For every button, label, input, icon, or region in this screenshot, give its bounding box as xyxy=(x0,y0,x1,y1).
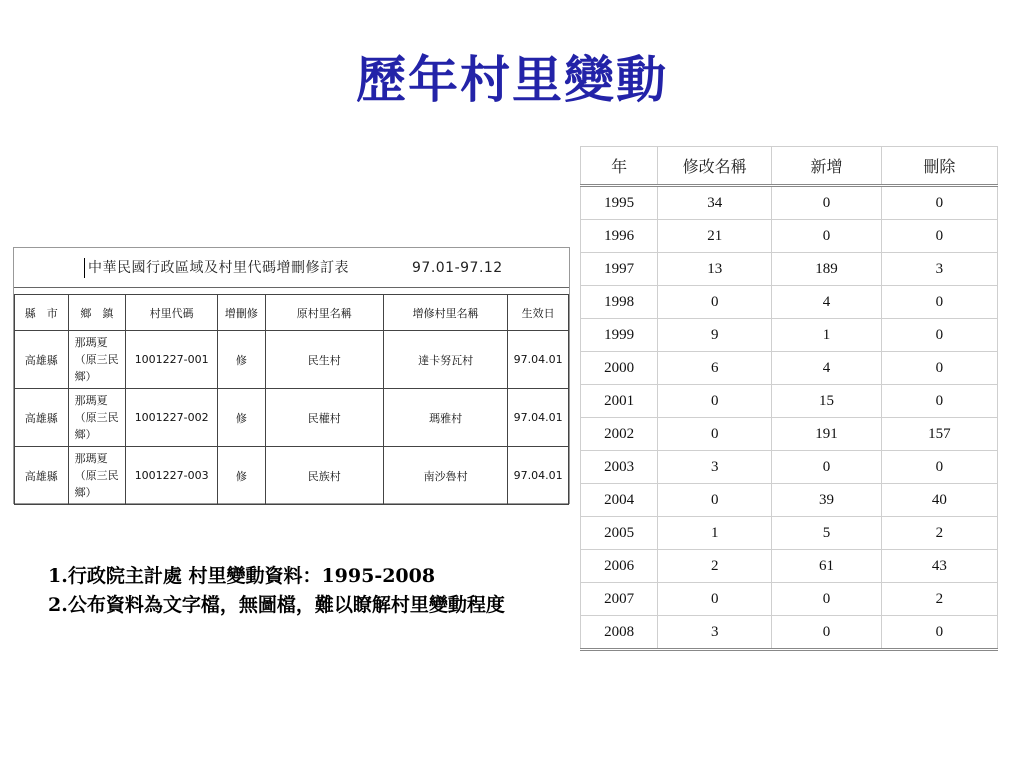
amendment-table-caption xyxy=(14,248,569,288)
yearly-table-body xyxy=(581,186,998,650)
header-date: 生效日 xyxy=(508,295,569,331)
table-row xyxy=(581,517,998,550)
deleted-count-cell: 2 xyxy=(881,517,997,550)
action-cell: 修 xyxy=(218,331,266,389)
header-year: 年 xyxy=(581,147,658,186)
year-cell: 2006 xyxy=(581,550,658,583)
added-count-cell: 4 xyxy=(772,352,882,385)
table-row xyxy=(581,319,998,352)
amendment-caption-period: 97.01-97.12 xyxy=(412,260,503,276)
year-cell: 1996 xyxy=(581,220,658,253)
amendment-table-panel xyxy=(13,247,570,504)
deleted-count-cell: 0 xyxy=(881,385,997,418)
year-cell: 2005 xyxy=(581,517,658,550)
county-cell: 高雄縣 xyxy=(15,331,69,389)
deleted-count-cell: 0 xyxy=(881,616,997,650)
action-cell: 修 xyxy=(218,389,266,447)
yearly-changes-table xyxy=(580,146,998,651)
new-name-cell: 達卡努瓦村 xyxy=(383,331,507,389)
table-row xyxy=(581,286,998,319)
amendment-caption-text: 中華民國行政區域及村里代碼增刪修訂表 xyxy=(88,260,349,276)
deleted-count-cell: 43 xyxy=(881,550,997,583)
header-action: 增刪修 xyxy=(218,295,266,331)
table-row xyxy=(581,583,998,616)
deleted-count-cell: 2 xyxy=(881,583,997,616)
date-cell: 97.04.01 xyxy=(508,331,569,389)
rename-count-cell: 1 xyxy=(658,517,772,550)
added-count-cell: 15 xyxy=(772,385,882,418)
added-count-cell: 1 xyxy=(772,319,882,352)
year-cell: 2002 xyxy=(581,418,658,451)
rename-count-cell: 0 xyxy=(658,385,772,418)
added-count-cell: 61 xyxy=(772,550,882,583)
header-code: 村里代碼 xyxy=(126,295,218,331)
rename-count-cell: 3 xyxy=(658,616,772,650)
table-row xyxy=(15,331,569,389)
deleted-count-cell: 0 xyxy=(881,451,997,484)
header-town: 鄉 鎮 xyxy=(68,295,126,331)
old-name-cell: 民生村 xyxy=(265,331,383,389)
new-name-cell: 南沙魯村 xyxy=(383,447,507,505)
rename-count-cell: 34 xyxy=(658,186,772,220)
added-count-cell: 191 xyxy=(772,418,882,451)
added-count-cell: 189 xyxy=(772,253,882,286)
table-row xyxy=(581,451,998,484)
rename-count-cell: 6 xyxy=(658,352,772,385)
year-cell: 1998 xyxy=(581,286,658,319)
deleted-count-cell: 0 xyxy=(881,319,997,352)
amendment-table xyxy=(14,294,569,505)
year-cell: 2004 xyxy=(581,484,658,517)
rename-count-cell: 0 xyxy=(658,484,772,517)
code-cell: 1001227-001 xyxy=(126,331,218,389)
year-cell: 1995 xyxy=(581,186,658,220)
table-row xyxy=(581,418,998,451)
rename-count-cell: 0 xyxy=(658,286,772,319)
yearly-table-header-row xyxy=(581,147,998,186)
deleted-count-cell: 0 xyxy=(881,220,997,253)
rename-count-cell: 0 xyxy=(658,418,772,451)
rename-count-cell: 13 xyxy=(658,253,772,286)
table-row xyxy=(581,385,998,418)
action-cell: 修 xyxy=(218,447,266,505)
town-cell: 那瑪夏（原三民鄉） xyxy=(68,331,126,389)
deleted-count-cell: 3 xyxy=(881,253,997,286)
rename-count-cell: 0 xyxy=(658,583,772,616)
county-cell: 高雄縣 xyxy=(15,447,69,505)
text-cursor xyxy=(84,258,85,278)
county-cell: 高雄縣 xyxy=(15,389,69,447)
date-cell: 97.04.01 xyxy=(508,389,569,447)
header-add: 新增 xyxy=(772,147,882,186)
new-name-cell: 瑪雅村 xyxy=(383,389,507,447)
old-name-cell: 民權村 xyxy=(265,389,383,447)
year-cell: 2007 xyxy=(581,583,658,616)
table-row xyxy=(581,220,998,253)
header-county: 縣 市 xyxy=(15,295,69,331)
table-row xyxy=(581,186,998,220)
table-row xyxy=(581,352,998,385)
code-cell: 1001227-003 xyxy=(126,447,218,505)
town-cell: 那瑪夏（原三民鄉） xyxy=(68,447,126,505)
year-cell: 2003 xyxy=(581,451,658,484)
date-cell: 97.04.01 xyxy=(508,447,569,505)
note-line: 2.公布資料為文字檔，無圖檔，難以瞭解村里變動程度 xyxy=(48,594,505,616)
header-old-name: 原村里名稱 xyxy=(265,295,383,331)
year-cell: 2000 xyxy=(581,352,658,385)
table-row xyxy=(581,484,998,517)
deleted-count-cell: 40 xyxy=(881,484,997,517)
year-cell: 2008 xyxy=(581,616,658,650)
deleted-count-cell: 157 xyxy=(881,418,997,451)
code-cell: 1001227-002 xyxy=(126,389,218,447)
rename-count-cell: 2 xyxy=(658,550,772,583)
notes xyxy=(48,562,568,620)
header-new-name: 增修村里名稱 xyxy=(383,295,507,331)
year-cell: 1999 xyxy=(581,319,658,352)
added-count-cell: 0 xyxy=(772,220,882,253)
deleted-count-cell: 0 xyxy=(881,186,997,220)
deleted-count-cell: 0 xyxy=(881,286,997,319)
rename-count-cell: 21 xyxy=(658,220,772,253)
added-count-cell: 39 xyxy=(772,484,882,517)
note-line: 1.行政院主計處 村里變動資料：1995-2008 xyxy=(48,565,436,587)
table-row xyxy=(581,550,998,583)
table-row xyxy=(15,447,569,505)
amendment-table-header-row xyxy=(15,295,569,331)
table-row xyxy=(15,389,569,447)
rename-count-cell: 3 xyxy=(658,451,772,484)
added-count-cell: 0 xyxy=(772,186,882,220)
table-row xyxy=(581,253,998,286)
rename-count-cell: 9 xyxy=(658,319,772,352)
added-count-cell: 0 xyxy=(772,451,882,484)
slide-title: 歷年村里變動 xyxy=(356,51,668,109)
header-delete: 刪除 xyxy=(881,147,997,186)
added-count-cell: 5 xyxy=(772,517,882,550)
year-cell: 1997 xyxy=(581,253,658,286)
added-count-cell: 0 xyxy=(772,616,882,650)
deleted-count-cell: 0 xyxy=(881,352,997,385)
header-rename: 修改名稱 xyxy=(658,147,772,186)
year-cell: 2001 xyxy=(581,385,658,418)
added-count-cell: 4 xyxy=(772,286,882,319)
table-row xyxy=(581,616,998,650)
old-name-cell: 民族村 xyxy=(265,447,383,505)
town-cell: 那瑪夏（原三民鄉） xyxy=(68,389,126,447)
added-count-cell: 0 xyxy=(772,583,882,616)
